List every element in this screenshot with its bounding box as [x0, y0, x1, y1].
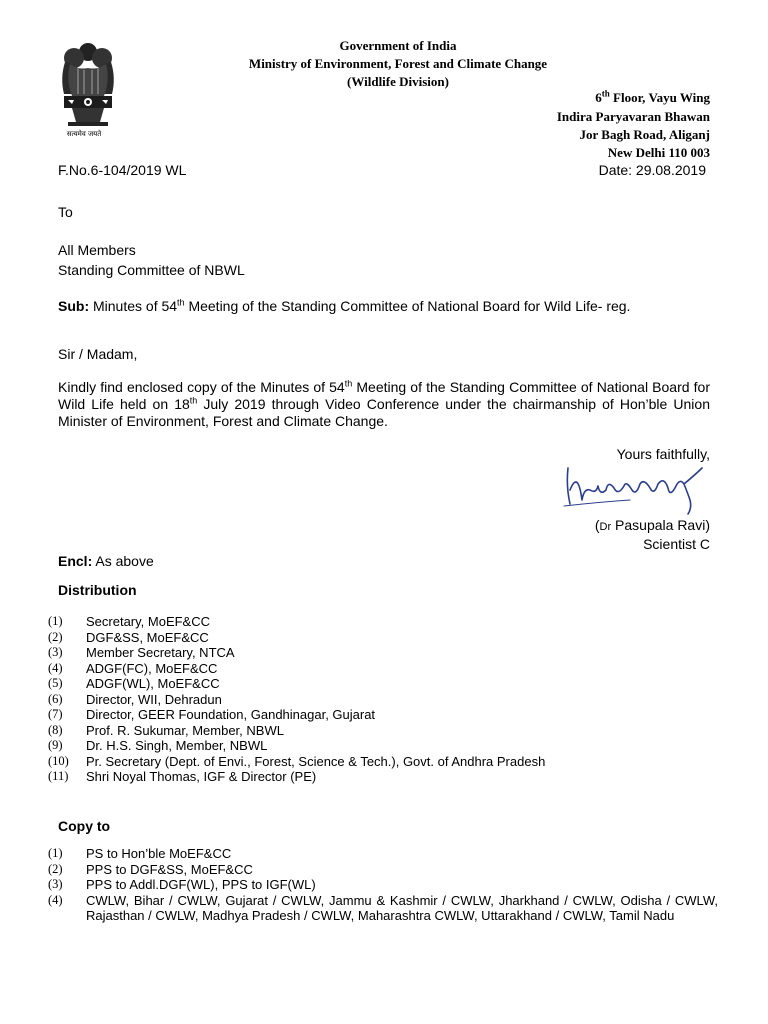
- list-item-text: Director, GEER Foundation, Gandhinagar, Gujarat: [86, 707, 376, 722]
- subject-line: [58, 298, 758, 314]
- list-item-text: Secretary, MoEF&CC: [86, 614, 211, 629]
- signatory-title: Dr: [599, 521, 612, 533]
- list-item-number: (11): [48, 769, 69, 783]
- list-item: [48, 645, 718, 661]
- list-item-number: (9): [48, 738, 63, 752]
- body-sup-1: th: [344, 378, 353, 389]
- subject-text-pre: Minutes of 54: [89, 298, 178, 314]
- signatory-name-text: Pasupala Ravi: [611, 517, 706, 533]
- list-item: [48, 738, 718, 754]
- subject-label: Sub:: [58, 298, 90, 314]
- list-item-text: CWLW, Bihar / CWLW, Gujarat / CWLW, Jammu & Kashmir / CWLW, Jharkhand / CWLW, Odisha / CWLW, Rajasthan / CWLW, Madhya Pradesh / CWLW, Maharashtra CWLW, Uttarakhand / CWLW, Tamil Nadu: [86, 892, 718, 923]
- list-item-number: (2): [48, 629, 63, 644]
- list-item: [48, 707, 718, 723]
- closing: Yours faithfully,: [616, 446, 710, 462]
- list-item-number: (8): [48, 722, 63, 737]
- list-item-text: DGF&SS, MoEF&CC: [86, 629, 209, 645]
- file-number: F.No.6-104/2019 WL: [58, 162, 187, 178]
- list-item: [48, 862, 718, 878]
- list-item-number: (4): [48, 892, 63, 907]
- signatory-paren-close: ): [705, 517, 710, 533]
- address-road: Jor Bagh Road, Aliganj: [579, 127, 710, 142]
- list-item-text: ADGF(WL), MoEF&CC: [86, 676, 220, 691]
- signature: [560, 460, 710, 516]
- list-item-text: PPS to Addl.DGF(WL), PPS to IGF(WL): [86, 877, 316, 892]
- recipient-line-1: All Members: [58, 242, 136, 258]
- list-item: [48, 893, 718, 924]
- list-item: [48, 692, 718, 708]
- list-item-text: Dr. H.S. Singh, Member, NBWL: [86, 738, 268, 753]
- to-label: To: [58, 204, 73, 220]
- subject-sup: th: [177, 297, 185, 308]
- list-item-number: (2): [48, 861, 63, 876]
- list-item: [48, 630, 718, 646]
- list-item: [48, 614, 718, 630]
- body-text-2: Meeting of the Standing Committee of National Board for Wild Life held on 18: [58, 379, 711, 412]
- list-item-number: (1): [48, 846, 63, 860]
- list-item: [48, 769, 718, 785]
- list-item-text: PPS to DGF&SS, MoEF&CC: [86, 861, 253, 877]
- enclosure-label: Encl:: [58, 553, 93, 569]
- header-government: Government of India: [339, 38, 457, 53]
- list-item-number: (5): [48, 676, 63, 690]
- list-item: [48, 676, 718, 692]
- body-text-1: Kindly find enclosed copy of the Minutes of 54: [58, 379, 345, 395]
- signatory-name: [595, 517, 710, 533]
- distribution-heading: Distribution: [58, 582, 137, 598]
- list-item-number: (6): [48, 691, 63, 706]
- list-item: [48, 877, 718, 893]
- recipient-line-2: Standing Committee of NBWL: [58, 262, 245, 278]
- handwritten-signature-icon: [560, 460, 710, 516]
- subject-text-post: Meeting of the Standing Committee of National Board for Wild Life- reg.: [184, 298, 631, 314]
- list-item: [48, 723, 718, 739]
- list-item: [48, 754, 718, 770]
- signatory-paren-open: (: [594, 517, 600, 533]
- copy-to-heading: Copy to: [58, 818, 111, 834]
- list-item: [48, 661, 718, 677]
- header-division: (Wildlife Division): [347, 74, 449, 89]
- list-item: [48, 846, 718, 862]
- list-item-text: ADGF(FC), MoEF&CC: [86, 660, 218, 676]
- enclosure: [58, 553, 154, 569]
- body-sup-2: th: [189, 395, 198, 406]
- enclosure-value: As above: [92, 553, 154, 569]
- address-floor-num: 6: [595, 90, 602, 105]
- list-item-number: (4): [48, 660, 63, 675]
- signatory-designation: Scientist C: [643, 536, 710, 552]
- address-building: Indira Paryavaran Bhawan: [556, 109, 710, 124]
- list-item-number: (1): [48, 614, 63, 628]
- emblem-motto: सत्यमेव जयते: [66, 130, 102, 138]
- list-item-text: Shri Noyal Thomas, IGF & Director (PE): [86, 769, 317, 784]
- address-floor-sup: th: [601, 88, 610, 99]
- list-item-text: Member Secretary, NTCA: [86, 645, 235, 660]
- body-paragraph: [58, 379, 710, 430]
- address-floor-rest: Floor, Vayu Wing: [609, 90, 710, 105]
- body-text-3: July 2019 through Video Conference under the chairmanship of Hon’ble Union Minister of Environment, Forest and Climate Change.: [58, 396, 710, 429]
- list-item-text: Director, WII, Dehradun: [86, 691, 222, 707]
- distribution-list: [48, 614, 718, 785]
- letter-date: Date: 29.08.2019: [598, 162, 706, 178]
- national-emblem: [38, 38, 138, 146]
- list-item-number: (3): [48, 645, 63, 659]
- list-item-text: Prof. R. Sukumar, Member, NBWL: [86, 722, 284, 738]
- list-item-number: (7): [48, 707, 63, 721]
- address-city: New Delhi 110 003: [607, 145, 710, 160]
- header-ministry: Ministry of Environment, Forest and Climate Change: [248, 56, 548, 71]
- address-floor: [595, 90, 710, 106]
- list-item-text: PS to Hon’ble MoEF&CC: [86, 846, 232, 861]
- salutation: Sir / Madam,: [58, 346, 138, 362]
- list-item-number: (10): [48, 753, 69, 768]
- list-item-text: Pr. Secretary (Dept. of Envi., Forest, Science & Tech.), Govt. of Andhra Pradesh: [86, 753, 546, 769]
- copy-to-list: [48, 846, 718, 924]
- list-item-number: (3): [48, 877, 63, 891]
